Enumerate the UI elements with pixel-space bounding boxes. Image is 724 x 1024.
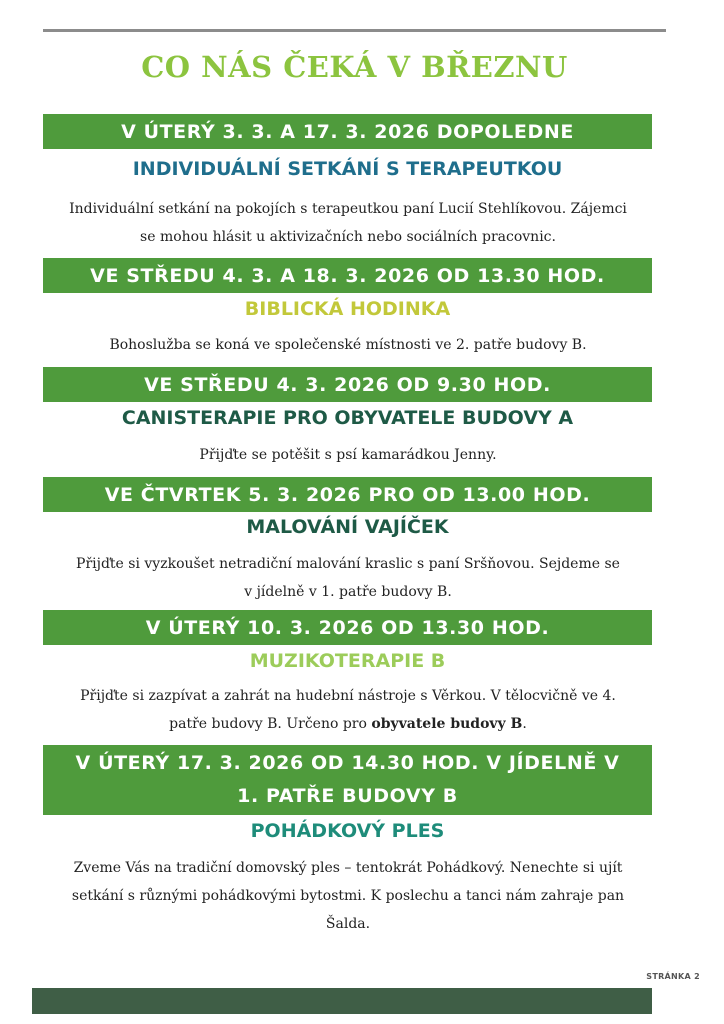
description-text: . [522,716,527,732]
event-date-bar [43,745,652,815]
event-date: V ÚTERÝ 3. 3. A 17. 3. 2026 DOPOLEDNE [121,120,574,143]
description-line: Přijďte si zazpívat a zahrát na hudební nástroje s Věrkou. V tělocvičně ve 4. [80,688,616,704]
event-name: BIBLICKÁ HODINKA [244,298,451,320]
description-bold-text: obyvatele budovy B [371,716,523,732]
event-date-bar [43,477,652,512]
page-number: STRÁNKA 2 [646,972,700,981]
description-line: Zveme Vás na tradiční domovský ples – tentokrát Pohádkový. Nenechte si ujít [73,860,623,876]
event-date: VE ČTVRTEK 5. 3. 2026 PRO OD 13.00 HOD. [104,483,591,506]
footer-bar [32,988,652,1014]
event-description [40,682,656,738]
event-name: MUZIKOTERAPIE B [249,650,446,672]
event-date: V ÚTERÝ 10. 3. 2026 OD 13.30 HOD. [145,616,550,639]
description-line: Přijďte se potěšit s psí kamarádkou Jenny. [199,447,497,463]
event-description [40,550,656,606]
description-line: se mohou hlásit u aktivizačních nebo sociálních pracovnic. [140,229,556,245]
event-description [40,331,656,359]
description-line [40,710,656,738]
event-date-bar [43,258,652,293]
page-title: CO NÁS ČEKÁ V BŘEZNU [141,50,568,84]
top-divider [43,29,666,32]
event-name: MALOVÁNÍ VAJÍČEK [246,516,449,538]
event-name: INDIVIDUÁLNÍ SETKÁNÍ S TERAPEUTKOU [132,158,563,180]
description-line: Přijďte si vyzkoušet netradiční malování kraslic s paní Sršňovou. Sejdeme se [76,556,620,572]
event-date-bar [43,610,652,645]
description-line: Bohoslužba se koná ve společenské místnosti ve 2. patře budovy B. [109,337,587,353]
event-date: VE STŘEDU 4. 3. A 18. 3. 2026 OD 13.30 HOD. [90,264,605,287]
event-date: VE STŘEDU 4. 3. 2026 OD 9.30 HOD. [144,373,551,396]
event-description [40,195,656,251]
event-name: CANISTERAPIE PRO OBYVATELE BUDOVY A [121,407,574,429]
description-line: v jídelně v 1. patře budovy B. [244,584,452,600]
event-name: POHÁDKOVÝ PLES [250,820,445,842]
event-description [40,441,656,469]
event-date-bar [43,367,652,402]
description-line: Šalda. [325,916,371,932]
event-date-line: V ÚTERÝ 17. 3. 2026 OD 14.30 HOD. V JÍDELNĚ V [75,752,620,774]
description-line: setkání s různými pohádkovými bytostmi. K poslechu a tanci nám zahraje pan [71,888,625,904]
event-date-line: 1. PATŘE BUDOVY B [237,785,458,807]
event-date-bar [43,114,652,149]
description-text: patře budovy B. Určeno pro [169,716,372,732]
event-description [40,854,656,938]
description-line: Individuální setkání na pokojích s terapeutkou paní Lucií Stehlíkovou. Zájemci [69,201,627,217]
